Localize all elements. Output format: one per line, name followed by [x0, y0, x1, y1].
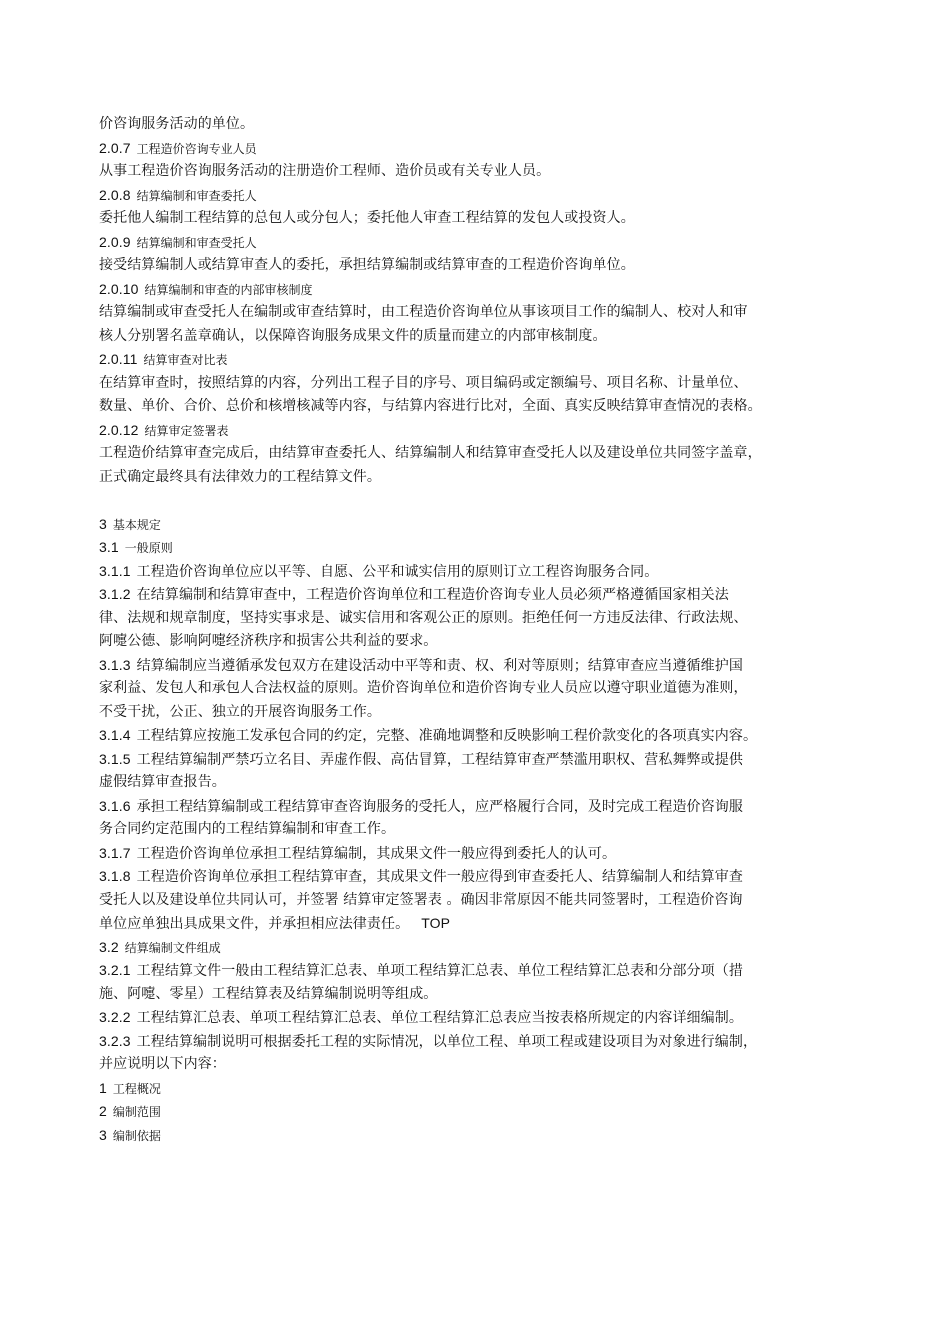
body-text: 接受结算编制人或结算审查人的委托，承担结算编制或结算审查的工程造价咨询单位。 — [99, 257, 635, 273]
heading-text: 工程结算应按施工发承包合同的约定，完整、准确地调整和反映影响工程价款变化的各项真实内容。 — [136, 728, 758, 744]
section-heading — [99, 748, 875, 772]
body-text: 受托人以及建设单位共同认可，并签署 结算审定签署表 。确因非常原因不能共同签署时，工程造价咨询 — [99, 891, 743, 908]
body-text: 律、法规和规章制度，坚持实事求是、诚实信用和客观公正的原则。拒绝任何一方违反法律、行政法规、 — [99, 609, 748, 626]
heading-text: 编制范围 — [112, 1105, 161, 1119]
section-number: 2.0.11 — [99, 351, 138, 367]
section-heading — [99, 959, 875, 983]
body-text: 委托他人编制工程结算的总包人或分包人；委托他人审查工程结算的发包人或投资人。 — [99, 210, 635, 226]
body-text-line — [99, 160, 875, 184]
heading-text: 结算编制应当遵循承发包双方在建设活动中平等和责、权、利对等原则；结算审查应当遵循维护国 — [136, 657, 743, 674]
section-number: 2.0.8 — [99, 186, 131, 203]
document-body — [99, 113, 875, 1147]
heading-text: 编制依据 — [112, 1128, 161, 1143]
section-number: 3.1.6 — [99, 797, 131, 814]
section-heading — [99, 419, 875, 443]
body-text-line — [99, 254, 875, 278]
body-text: 不受干扰，公正、独立的开展咨询服务工作。 — [99, 703, 381, 720]
heading-text: 工程造价咨询专业人员 — [136, 141, 257, 156]
section-heading — [99, 1124, 875, 1148]
blank-line — [99, 489, 875, 513]
section-heading — [99, 936, 875, 960]
body-text-line — [99, 301, 875, 325]
section-number: 3 — [99, 1126, 107, 1143]
section-number: 3.2.1 — [99, 962, 131, 978]
section-heading — [99, 560, 875, 584]
body-text-line — [99, 677, 875, 701]
body-text-line — [99, 466, 875, 490]
section-heading — [99, 865, 875, 889]
body-text-line — [99, 607, 875, 631]
heading-text: 结算编制和审查的内部审核制度 — [144, 282, 313, 297]
heading-text: 工程结算编制说明可根据委托工程的实际情况，以单位工程、单项工程或建设项目为对象进行编制， — [136, 1033, 758, 1050]
body-text-line — [99, 395, 875, 419]
body-text: 虚假结算审查报告。 — [99, 774, 226, 790]
body-text-line — [99, 818, 875, 842]
section-heading — [99, 231, 875, 255]
section-heading — [99, 1006, 875, 1030]
heading-text: 基本规定 — [112, 517, 161, 532]
section-heading — [99, 1100, 875, 1124]
section-heading — [99, 348, 875, 372]
body-text: 价咨询服务活动的单位。 — [99, 116, 255, 132]
body-text-line — [99, 889, 875, 913]
section-heading — [99, 795, 875, 819]
section-number: 1 — [99, 1079, 107, 1096]
section-number: 2.0.12 — [99, 421, 139, 438]
body-text: 务合同约定范围内的工程结算编制和审查工作。 — [99, 821, 396, 837]
section-heading — [99, 137, 875, 161]
body-text-line — [99, 325, 875, 349]
body-text-line — [99, 771, 875, 795]
body-text: 核人分别署名盖章确认，以保障咨询服务成果文件的质量而建立的内部审核制度。 — [99, 327, 607, 344]
body-text: 正式确定最终具有法律效力的工程结算文件。 — [99, 468, 381, 485]
section-number: 3.1.1 — [99, 562, 131, 579]
section-number: 3.1.5 — [99, 750, 131, 767]
body-text-line — [99, 113, 875, 137]
heading-text: 一般原则 — [124, 541, 173, 555]
heading-text: 工程造价咨询单位承担工程结算审查，其成果文件一般应得到审查委托人、结算编制人和结算审查 — [136, 869, 743, 885]
section-heading — [99, 842, 875, 866]
section-number: 3.1.8 — [99, 868, 131, 884]
body-text: 数量、单价、合价、总价和核增核减等内容，与结算内容进行比对，全面、真实反映结算审查情况的表格。 — [99, 398, 762, 414]
section-number: 3.1 — [99, 539, 119, 555]
body-text: 结算编制或审查受托人在编制或审查结算时，由工程造价咨询单位从事该项目工作的编制人、校对人和审 — [99, 304, 748, 320]
section-heading — [99, 1077, 875, 1101]
body-text: 并应说明以下内容： — [99, 1056, 226, 1072]
body-text-line — [99, 207, 875, 231]
body-text: 从事工程造价咨询服务活动的注册造价工程师、造价员或有关专业人员。 — [99, 163, 551, 179]
section-number: 3.2.2 — [99, 1009, 131, 1025]
section-heading — [99, 1030, 875, 1054]
heading-text: 工程结算编制严禁巧立名目、弄虚作假、高估冒算，工程结算审查严禁滥用职权、营私舞弊或提供 — [136, 751, 743, 768]
section-heading — [99, 654, 875, 678]
section-number: 3 — [99, 515, 107, 532]
heading-text: 在结算编制和结算审查中，工程造价咨询单位和工程造价咨询专业人员必须严格遵循国家相关法 — [136, 587, 729, 603]
heading-text: 结算编制文件组成 — [124, 940, 221, 955]
body-text-line — [99, 701, 875, 725]
heading-text: 结算审定签署表 — [144, 423, 229, 438]
body-text: 施、阿嚏、零星）工程结算表及结算编制说明等组成。 — [99, 985, 438, 1002]
body-text-line — [99, 912, 875, 936]
section-number: 3.1.2 — [99, 586, 131, 602]
body-text-line — [99, 442, 875, 466]
heading-text: 结算编制和审查受托人 — [136, 235, 257, 250]
body-text-line — [99, 630, 875, 654]
heading-text: 承担工程结算编制或工程结算审查咨询服务的受托人，应严格履行合同，及时完成工程造价咨询服 — [136, 798, 743, 815]
body-text: 家利益、发包人和承包人合法权益的原则。造价咨询单位和造价咨询专业人员应以遵守职业道德为准则， — [99, 680, 748, 696]
section-number: 3.2 — [99, 938, 119, 955]
top-link[interactable]: TOP — [421, 915, 451, 931]
section-heading — [99, 278, 875, 302]
body-text: 单位应单独出具成果文件，并承担相应法律责任。 — [99, 916, 410, 932]
heading-text: 工程结算文件一般由工程结算汇总表、单项工程结算汇总表、单位工程结算汇总表和分部分项（措 — [136, 963, 743, 979]
body-text: 阿嚏公德、影响阿嚏经济秩序和损害公共利益的要求。 — [99, 633, 438, 649]
section-heading — [99, 724, 875, 748]
body-text-line — [99, 372, 875, 396]
heading-text: 工程造价咨询单位承担工程结算编制，其成果文件一般应得到委托人的认可。 — [136, 845, 617, 862]
body-text-line — [99, 1053, 875, 1077]
section-heading — [99, 513, 875, 537]
section-number: 2.0.10 — [99, 280, 139, 297]
heading-text: 工程结算汇总表、单项工程结算汇总表、单位工程结算汇总表应当按表格所规定的内容详细编制。 — [136, 1010, 743, 1026]
section-number: 2.0.9 — [99, 233, 131, 250]
section-number: 2 — [99, 1103, 107, 1119]
section-heading — [99, 184, 875, 208]
heading-text: 结算审查对比表 — [143, 353, 228, 367]
body-text: 工程造价结算审查完成后，由结算审查委托人、结算编制人和结算审查受托人以及建设单位共同签字盖章， — [99, 445, 762, 461]
section-number: 3.1.7 — [99, 844, 131, 861]
section-heading — [99, 583, 875, 607]
body-text: 在结算审查时，按照结算的内容，分列出工程子目的序号、项目编码或定额编号、项目名称、计量单位、 — [99, 374, 748, 391]
heading-text: 工程概况 — [112, 1081, 161, 1096]
section-number: 2.0.7 — [99, 139, 131, 156]
section-number: 3.1.4 — [99, 727, 131, 743]
section-heading — [99, 536, 875, 560]
body-text-line — [99, 983, 875, 1007]
section-number: 3.2.3 — [99, 1032, 131, 1049]
heading-text: 结算编制和审查委托人 — [136, 188, 257, 203]
section-number: 3.1.3 — [99, 656, 131, 673]
heading-text: 工程造价咨询单位应以平等、自愿、公平和诚实信用的原则订立工程咨询服务合同。 — [136, 563, 659, 580]
